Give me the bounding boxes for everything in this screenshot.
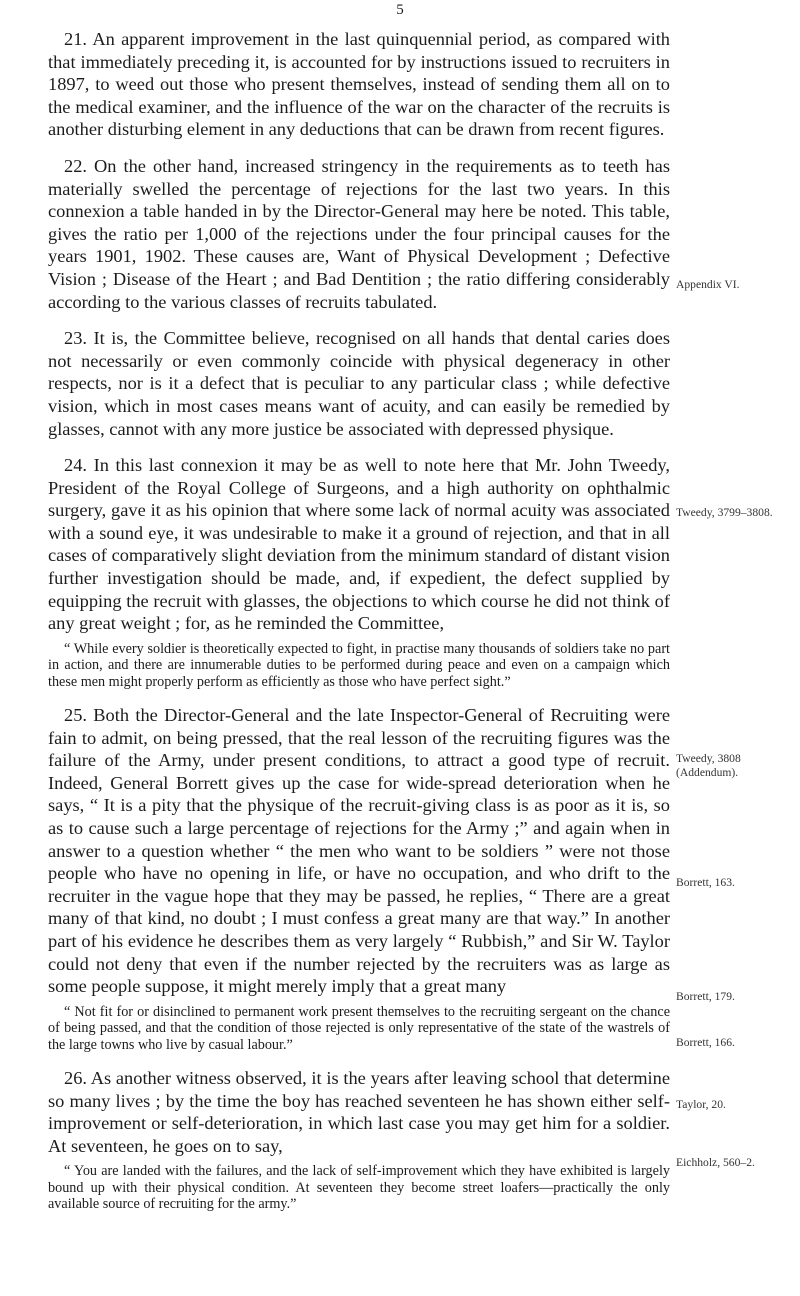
main-text-column <box>48 28 670 1227</box>
quote-eichholz: “ You are landed with the failures, and the lack of self-improvement which they have exhibited is largely bound up with their physical condition. At seventeen they become street loafers—practically the only available source of recruiting for the army.” <box>48 1163 670 1213</box>
margin-note-tweedy-range: Tweedy, 3799–3808. <box>676 506 773 519</box>
margin-note-borrett-179: Borrett, 179. <box>676 990 735 1003</box>
margin-note-borrett-163: Borrett, 163. <box>676 876 735 889</box>
margin-note-addendum: (Addendum). <box>676 766 739 779</box>
margin-note-eichholz: Eichholz, 560–2. <box>676 1156 755 1169</box>
margin-note-taylor-20: Taylor, 20. <box>676 1098 726 1111</box>
page-number: 5 <box>396 2 404 18</box>
paragraph-22: 22. On the other hand, increased stringency in the requirements as to teeth has materially swelled the percentage of rejections for the last two years. In this connexion a table handed in by the Director-General may here be noted. This table, gives the ratio per 1,000 of the rejections under the four principal causes for the years 1901, 1902. These causes are, Want of Physical Development ; Defective Vision ; Disease of the Heart ; and Bad Dentition ; the ratio differing considerably according to the various classes of recruits tabulated. <box>48 155 670 312</box>
paragraph-25: 25. Both the Director-General and the late Inspector-General of Recruiting were fain to admit, on being pressed, that the real lesson of the recruiting figures was the failure of the Army, under present conditions, to attract a good type of recruit. Indeed, General Borrett gives up the case for wide-spread deterioration when he says, “ It is a pity that the physique of the recruit-giving class is as poor as it is, so as to cause such a large percentage of rejections for the Army ;” and again when in answer to a question whether “ the men who want to be soldiers ” were not those people who have no opening in life, or have no occupation, and who drift to the recruiter in the vague hope that they may be passed, he replies, “ There are a great many of that kind, no doubt ; I must confess a great many are that way.” In another part of his evidence he describes them as very largely “ Rubbish,” and Sir W. Taylor could not deny that even if the number rejected by the recruiters was as large as some people suppose, it might merely imply that a great many <box>48 705 670 997</box>
paragraph-24: 24. In this last connexion it may be as well to note here that Mr. John Tweedy, President of the Royal College of Surgeons, and a high authority on ophthalmic surgery, gave it as his opinion that where some lack of normal acuity was associated with a sound eye, it was undesirable to make it a ground of rejection, and that in all cases of comparatively slight deviation from the minimum standard of distant vision further investigation should be made, and, if expedient, the defect supplied by equipping the recruit with glasses, the objections to which course he did not think of any great weight ; for, as he reminded the Committee, <box>48 455 670 634</box>
paragraph-23: 23. It is, the Committee believe, recognised on all hands that dental caries does not necessarily or even commonly coincide with physical degeneracy in other respects, nor is it a defect that is peculiar to any particular class ; while defective vision, which in most cases means want of acuity, and can easily be remedied by glasses, cannot with any more justice be associated with depressed physique. <box>48 328 670 439</box>
quote-tweedy: “ While every soldier is theoretically expected to fight, in practise many thousands of soldiers take no part in action, and there are innumerable duties to be performed during peace and even on a campaign which these men might properly perform as efficiently as those who have perfect sight.” <box>48 640 670 690</box>
paragraph-21: 21. An apparent improvement in the last quinquennial period, as compared with that immediately preceding it, is accounted for by instructions issued to recruiters in 1897, to weed out those who present themselves, instead of sending them all on to the medical examiner, and the influence of the war on the character of the recruits is another disturbing element in any deductions that can be drawn from recent figures. <box>48 29 670 140</box>
paragraph-26: 26. As another witness observed, it is the years after leaving school that determine so many lives ; by the time the boy has reached seventeen he has shown either self-improvement or self-deterioration, in which last case you may get him for a soldier. At seventeen, he goes on to say, <box>48 1068 670 1156</box>
margin-note-tweedy-3808: Tweedy, 3808 <box>676 752 741 765</box>
margin-note-borrett-166: Borrett, 166. <box>676 1036 735 1049</box>
margin-note-appendix: Appendix VI. <box>676 278 740 291</box>
quote-taylor: “ Not fit for or disinclined to permanent work present themselves to the recruiting sergeant on the chance of being passed, and that the condition of those rejected is only representative of the state of the wastrels of the large towns who live by casual labour.” <box>48 1003 670 1053</box>
